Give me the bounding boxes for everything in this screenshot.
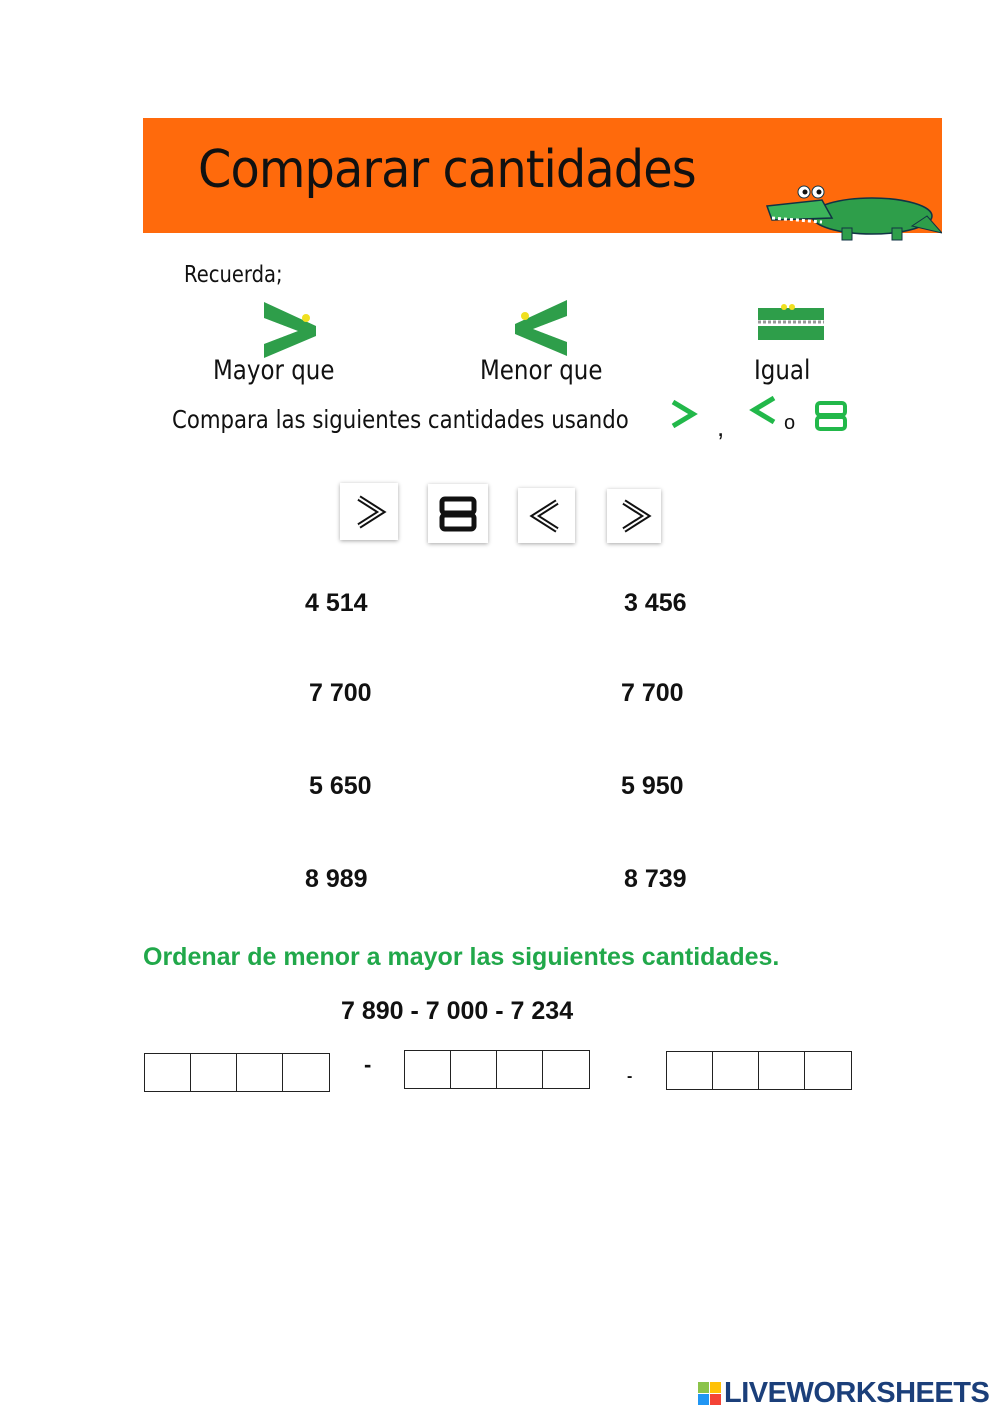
digit-input[interactable] [713, 1052, 758, 1089]
digit-input[interactable] [451, 1051, 496, 1088]
instruction-text: Compara las siguientes cantidades usando [172, 405, 629, 434]
digit-input[interactable] [283, 1054, 329, 1091]
greater-than-icon [349, 492, 389, 532]
page-title: Comparar cantidades [198, 140, 696, 200]
digit-input[interactable] [543, 1051, 589, 1088]
comparison-left-1: 4 514 [305, 589, 368, 617]
answer-card-equal[interactable] [428, 484, 488, 543]
digit-input[interactable] [497, 1051, 542, 1088]
reminder-label: Recuerda; [184, 262, 283, 288]
greater-than-icon [667, 398, 699, 430]
digit-input[interactable] [805, 1052, 851, 1089]
equal-label: Igual [754, 355, 811, 386]
answer-group-2 [404, 1050, 590, 1089]
answer-group-3 [666, 1051, 852, 1090]
digit-input[interactable] [237, 1054, 282, 1091]
comparison-right-4: 8 739 [624, 865, 687, 893]
answer-card-greater-than[interactable] [340, 483, 398, 540]
less-than-croc-icon [513, 298, 569, 358]
digit-input[interactable] [405, 1051, 450, 1088]
answer-card-less-than[interactable] [518, 488, 575, 543]
or-text: o [784, 412, 796, 434]
less-than-icon [748, 394, 780, 426]
equal-icon [814, 400, 848, 432]
separator-dash: - [364, 1052, 372, 1077]
separator-dash: - [627, 1068, 633, 1085]
ordering-heading: Ordenar de menor a mayor las siguientes cantidades. [143, 943, 780, 971]
greater-than-icon [614, 496, 654, 536]
logo-text: LIVEWORKSHEETS [724, 1377, 990, 1409]
answer-card-greater-than[interactable] [607, 489, 661, 543]
less-than-label: Menor que [480, 355, 603, 386]
less-than-icon [527, 496, 567, 536]
comparison-right-3: 5 950 [621, 772, 684, 800]
greater-than-croc-icon [262, 300, 318, 360]
digit-input[interactable] [759, 1052, 804, 1089]
comparison-left-3: 5 650 [309, 772, 372, 800]
answer-group-1 [144, 1053, 330, 1092]
live-badge-icon [698, 1382, 722, 1406]
digit-input[interactable] [667, 1052, 712, 1089]
liveworksheets-logo [698, 1377, 989, 1410]
comma: , [717, 412, 725, 442]
comparison-right-2: 7 700 [621, 679, 684, 707]
digit-input[interactable] [191, 1054, 236, 1091]
crocodile-icon [762, 178, 942, 244]
comparison-left-4: 8 989 [305, 865, 368, 893]
greater-than-label: Mayor que [213, 355, 335, 386]
equal-icon [438, 494, 478, 534]
ordering-numbers: 7 890 - 7 000 - 7 234 [341, 997, 574, 1025]
equal-croc-icon [758, 302, 824, 342]
comparison-left-2: 7 700 [309, 679, 372, 707]
comparison-right-1: 3 456 [624, 589, 687, 617]
digit-input[interactable] [145, 1054, 190, 1091]
